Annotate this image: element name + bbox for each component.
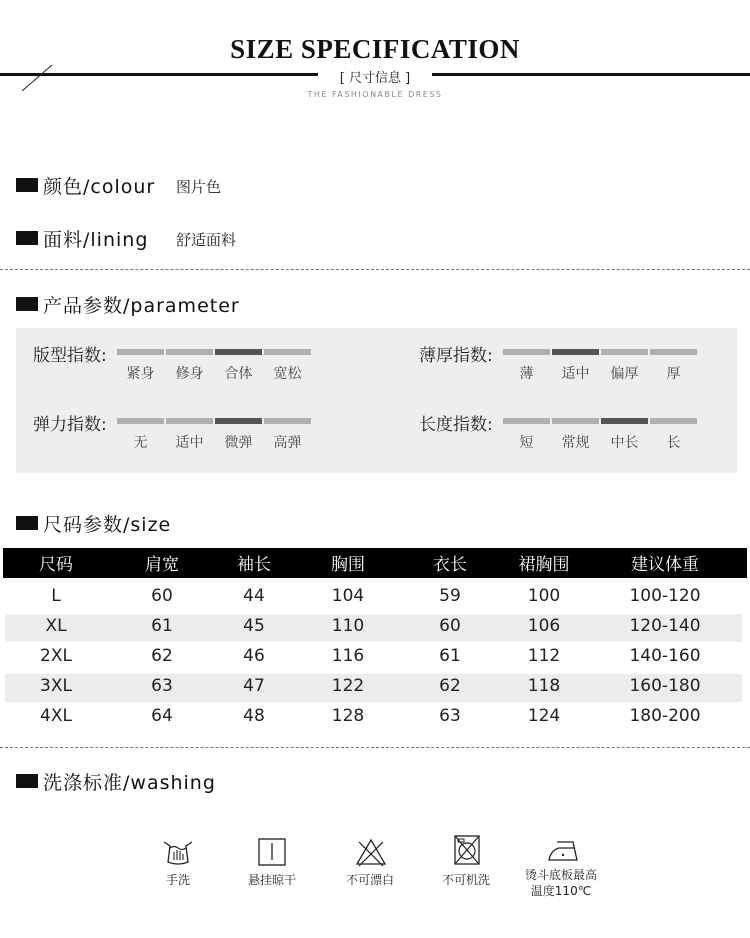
table-cell: 59 — [439, 586, 461, 606]
table-cell: 61 — [151, 616, 173, 636]
parameter-label: 产品参数/parameter — [43, 295, 240, 317]
page-title: SIZE SPECIFICATION — [230, 34, 520, 64]
table-cell: 122 — [331, 676, 365, 696]
param-name: 弹力指数: — [33, 415, 107, 435]
subtitle-en: THE FASHIONABLE DRESS — [307, 90, 443, 99]
param-segment — [552, 418, 599, 424]
param-option-label: 短 — [519, 435, 534, 451]
table-cell: 62 — [151, 646, 173, 666]
table-cell: 3XL — [40, 676, 72, 696]
param-segment — [650, 418, 697, 424]
table-cell: 100 — [527, 586, 561, 606]
table-cell: 44 — [243, 586, 265, 606]
wash-label: 手洗 — [165, 873, 190, 887]
no-machine-wash-label: 不可机洗 — [441, 873, 490, 887]
param-segment — [117, 418, 164, 424]
param-option-label: 紧身 — [126, 366, 155, 382]
table-cell: 63 — [439, 706, 461, 726]
table-cell: 60 — [151, 586, 173, 606]
param-name: 长度指数: — [419, 415, 493, 435]
param-option-label: 适中 — [561, 366, 590, 382]
param-option-label: 偏厚 — [610, 366, 639, 382]
divider — [0, 747, 750, 748]
table-cell: 62 — [439, 676, 461, 696]
param-segment — [166, 418, 213, 424]
table-header-cell: 肩宽 — [145, 555, 179, 575]
table-header-cell: 衣长 — [433, 555, 467, 575]
param-option-label: 长 — [666, 435, 681, 451]
param-option-label: 适中 — [175, 435, 204, 451]
table-cell: 64 — [151, 706, 173, 726]
param-segment — [264, 349, 311, 355]
param-option-label: 无 — [133, 435, 148, 451]
table-cell: 48 — [243, 706, 265, 726]
table-header-cell: 建议体重 — [631, 555, 699, 575]
param-name: 薄厚指数: — [419, 346, 493, 366]
hang-dry-label: 悬挂晾干 — [247, 873, 296, 887]
table-cell: 128 — [331, 706, 365, 726]
param-option-label: 微弹 — [224, 435, 253, 451]
table-cell: 140-160 — [629, 646, 701, 666]
param-segment-selected — [215, 418, 262, 424]
table-header-cell: 袖长 — [237, 555, 271, 575]
table-cell: 110 — [331, 616, 365, 636]
param-segment — [166, 349, 213, 355]
table-cell: 180-200 — [629, 706, 701, 726]
table-cell: 124 — [527, 706, 561, 726]
param-name: 版型指数: — [33, 346, 107, 366]
param-segment — [117, 349, 164, 355]
param-segment — [601, 349, 648, 355]
subtitle-cn: [ 尺寸信息 ] — [339, 71, 411, 86]
table-cell: 60 — [439, 616, 461, 636]
lining-label: 面料/lining — [43, 229, 149, 251]
param-option-label: 厚 — [666, 366, 681, 382]
lining-bar-icon — [16, 231, 38, 245]
table-cell: 100-120 — [629, 586, 701, 606]
param-option-label: 薄 — [519, 366, 534, 382]
lining-value: 舒适面料 — [176, 231, 237, 249]
no-bleach-icon — [354, 836, 388, 868]
param-option-label: 合体 — [224, 366, 253, 382]
table-cell: 160-180 — [629, 676, 701, 696]
no-bleach-label: 不可漂白 — [345, 873, 394, 887]
param-option-label: 中长 — [610, 435, 639, 451]
washing-label: 洗涤标准/washing — [43, 772, 216, 794]
param-segment — [264, 418, 311, 424]
table-cell: 2XL — [40, 646, 72, 666]
washing-bar-icon — [16, 774, 38, 788]
param-segment-selected — [601, 418, 648, 424]
param-segment — [503, 418, 550, 424]
colour-value: 图片色 — [176, 178, 222, 196]
table-header-cell: 胸围 — [331, 555, 365, 575]
table-cell: 45 — [243, 616, 265, 636]
param-segment-selected — [552, 349, 599, 355]
table-cell: L — [51, 586, 61, 606]
table-cell: 61 — [439, 646, 461, 666]
param-segment-selected — [215, 349, 262, 355]
param-option-label: 宽松 — [273, 366, 302, 382]
table-cell: 46 — [243, 646, 265, 666]
table-cell: 112 — [527, 646, 561, 666]
table-header-cell: 裙胸围 — [518, 555, 570, 575]
colour-label: 颜色/colour — [43, 176, 156, 198]
parameter-bar-icon — [16, 297, 38, 311]
table-cell: 47 — [243, 676, 265, 696]
no-machine-wash-icon — [450, 834, 484, 866]
table-header-cell: 尺码 — [39, 555, 73, 575]
param-option-label: 常规 — [561, 435, 590, 451]
table-cell: XL — [45, 616, 67, 636]
size-label: 尺码参数/size — [43, 514, 172, 536]
table-cell: 106 — [527, 616, 561, 636]
iron-icon — [547, 836, 581, 868]
divider — [0, 269, 750, 270]
param-segment — [503, 349, 550, 355]
param-option-label: 高弹 — [273, 435, 302, 451]
table-cell: 118 — [527, 676, 561, 696]
table-cell: 104 — [331, 586, 365, 606]
table-cell: 116 — [331, 646, 365, 666]
size-bar-icon — [16, 516, 38, 530]
table-cell: 120-140 — [629, 616, 701, 636]
hang-dry-icon — [255, 836, 289, 868]
table-cell: 63 — [151, 676, 173, 696]
param-segment — [650, 349, 697, 355]
colour-bar-icon — [16, 178, 38, 192]
iron-label-line2: 温度110℃ — [530, 884, 592, 898]
table-cell: 4XL — [40, 706, 72, 726]
iron-label-line1: 烫斗底板最高 — [524, 868, 597, 882]
param-option-label: 修身 — [175, 366, 204, 382]
hand-wash-icon — [161, 836, 195, 868]
